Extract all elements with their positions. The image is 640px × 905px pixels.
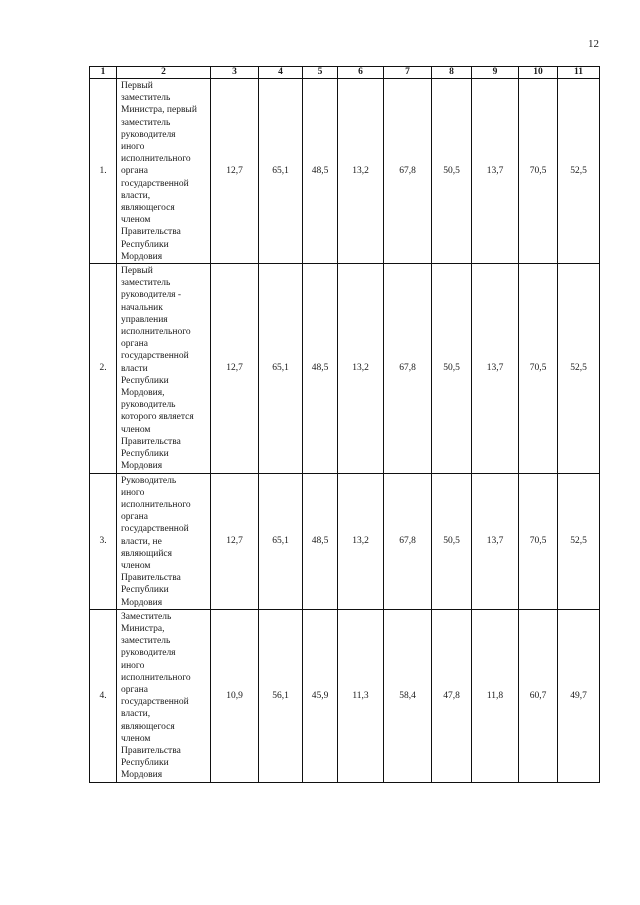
- value-cell: 65,1: [259, 79, 303, 264]
- title-line: руководитель: [121, 400, 176, 411]
- title-line: Заместитель: [121, 611, 172, 622]
- title-line: власти,: [121, 190, 151, 201]
- value-cell: 11,8: [472, 609, 519, 782]
- value-cell: 56,1: [259, 609, 303, 782]
- value-cell: 52,5: [558, 79, 600, 264]
- value-cell: 65,1: [259, 473, 303, 609]
- title-line: Правительства: [121, 745, 181, 756]
- title-line: руководителя: [121, 129, 176, 140]
- title-line: Республики: [121, 449, 169, 460]
- title-line: являющегося: [121, 721, 175, 732]
- value-cell: 13,7: [472, 79, 519, 264]
- row-number: 2.: [90, 264, 117, 473]
- value-cell: 48,5: [303, 264, 338, 473]
- value-cell: 13,2: [338, 473, 384, 609]
- value-cell: 67,8: [384, 264, 432, 473]
- value-cell: 47,8: [432, 609, 472, 782]
- title-line: Правительства: [121, 573, 181, 584]
- position-title: [117, 609, 211, 782]
- row-number: 4.: [90, 609, 117, 782]
- value-cell: 13,7: [472, 473, 519, 609]
- value-cell: 12,7: [211, 79, 259, 264]
- title-line: Министра,: [121, 623, 165, 634]
- title-line: заместитель: [121, 93, 171, 104]
- page-number: 12: [588, 38, 599, 50]
- title-line: государственной: [121, 697, 189, 708]
- title-line: Мордовия: [121, 251, 163, 262]
- title-line: иного: [121, 487, 145, 498]
- header-cell: 10: [519, 67, 558, 79]
- title-line: Мордовия,: [121, 388, 165, 399]
- table-row: [90, 609, 600, 782]
- value-cell: 58,4: [384, 609, 432, 782]
- value-cell: 50,5: [432, 79, 472, 264]
- value-cell: 50,5: [432, 264, 472, 473]
- title-line: членом: [121, 215, 151, 226]
- title-line: Первый: [121, 81, 153, 91]
- table-row: [90, 264, 600, 473]
- title-line: руководителя: [121, 648, 176, 659]
- value-cell: 12,7: [211, 264, 259, 473]
- title-line: управления: [121, 314, 168, 325]
- title-line: органа: [121, 684, 148, 695]
- title-line: членом: [121, 733, 151, 744]
- title-line: Мордовия: [121, 770, 163, 781]
- title-line: иного: [121, 142, 145, 153]
- title-line: начальник: [121, 302, 163, 313]
- header-row: [90, 67, 600, 79]
- table-row: [90, 473, 600, 609]
- value-cell: 10,9: [211, 609, 259, 782]
- title-line: Республики: [121, 375, 169, 386]
- value-cell: 67,8: [384, 473, 432, 609]
- value-cell: 11,3: [338, 609, 384, 782]
- title-line: Правительства: [121, 436, 181, 447]
- title-line: заместитель: [121, 117, 171, 128]
- header-cell: 6: [338, 67, 384, 79]
- value-cell: 70,5: [519, 473, 558, 609]
- position-title: [117, 79, 211, 264]
- title-line: исполнительного: [121, 327, 191, 338]
- value-cell: 60,7: [519, 609, 558, 782]
- title-line: Первый: [121, 266, 153, 277]
- title-line: Республики: [121, 758, 169, 769]
- title-line: Республики: [121, 585, 169, 596]
- value-cell: 50,5: [432, 473, 472, 609]
- position-title: [117, 264, 211, 473]
- value-cell: 52,5: [558, 264, 600, 473]
- title-line: Правительства: [121, 227, 181, 238]
- row-number: 1.: [90, 79, 117, 264]
- value-cell: 48,5: [303, 79, 338, 264]
- header-cell: 3: [211, 67, 259, 79]
- title-line: Мордовия: [121, 461, 163, 472]
- title-line: государственной: [121, 524, 189, 535]
- data-table: [89, 66, 600, 783]
- row-number: 3.: [90, 473, 117, 609]
- title-line: власти: [121, 363, 148, 374]
- title-line: исполнительного: [121, 154, 191, 165]
- title-line: заместитель: [121, 636, 171, 647]
- value-cell: 48,5: [303, 473, 338, 609]
- title-line: органа: [121, 512, 148, 523]
- title-line: государственной: [121, 178, 189, 189]
- value-cell: 13,7: [472, 264, 519, 473]
- header-cell: 9: [472, 67, 519, 79]
- title-line: органа: [121, 339, 148, 350]
- header-cell: 5: [303, 67, 338, 79]
- position-title: [117, 473, 211, 609]
- header-cell: 11: [558, 67, 600, 79]
- title-line: членом: [121, 424, 151, 435]
- title-line: являющийся: [121, 548, 173, 559]
- value-cell: 13,2: [338, 264, 384, 473]
- title-line: Республики: [121, 239, 169, 250]
- title-line: Министра, первый: [121, 105, 197, 116]
- header-cell: 7: [384, 67, 432, 79]
- value-cell: 67,8: [384, 79, 432, 264]
- title-line: государственной: [121, 351, 189, 362]
- title-line: членом: [121, 560, 151, 571]
- value-cell: 13,2: [338, 79, 384, 264]
- value-cell: 65,1: [259, 264, 303, 473]
- value-cell: 12,7: [211, 473, 259, 609]
- value-cell: 49,7: [558, 609, 600, 782]
- title-line: исполнительного: [121, 672, 191, 683]
- title-line: Мордовия: [121, 597, 163, 608]
- header-cell: 4: [259, 67, 303, 79]
- title-line: руководителя -: [121, 290, 182, 301]
- title-line: которого является: [121, 412, 194, 423]
- title-line: являющегося: [121, 203, 175, 214]
- title-line: Руководитель: [121, 475, 177, 486]
- table-row: [90, 79, 600, 264]
- title-line: органа: [121, 166, 148, 177]
- title-line: иного: [121, 660, 145, 671]
- header-cell: 8: [432, 67, 472, 79]
- value-cell: 70,5: [519, 79, 558, 264]
- value-cell: 45,9: [303, 609, 338, 782]
- title-line: власти, не: [121, 536, 162, 547]
- title-line: исполнительного: [121, 499, 191, 510]
- title-line: заместитель: [121, 278, 171, 289]
- title-line: власти,: [121, 709, 151, 720]
- header-cell: 1: [90, 67, 117, 79]
- header-cell: 2: [117, 67, 211, 79]
- value-cell: 70,5: [519, 264, 558, 473]
- value-cell: 52,5: [558, 473, 600, 609]
